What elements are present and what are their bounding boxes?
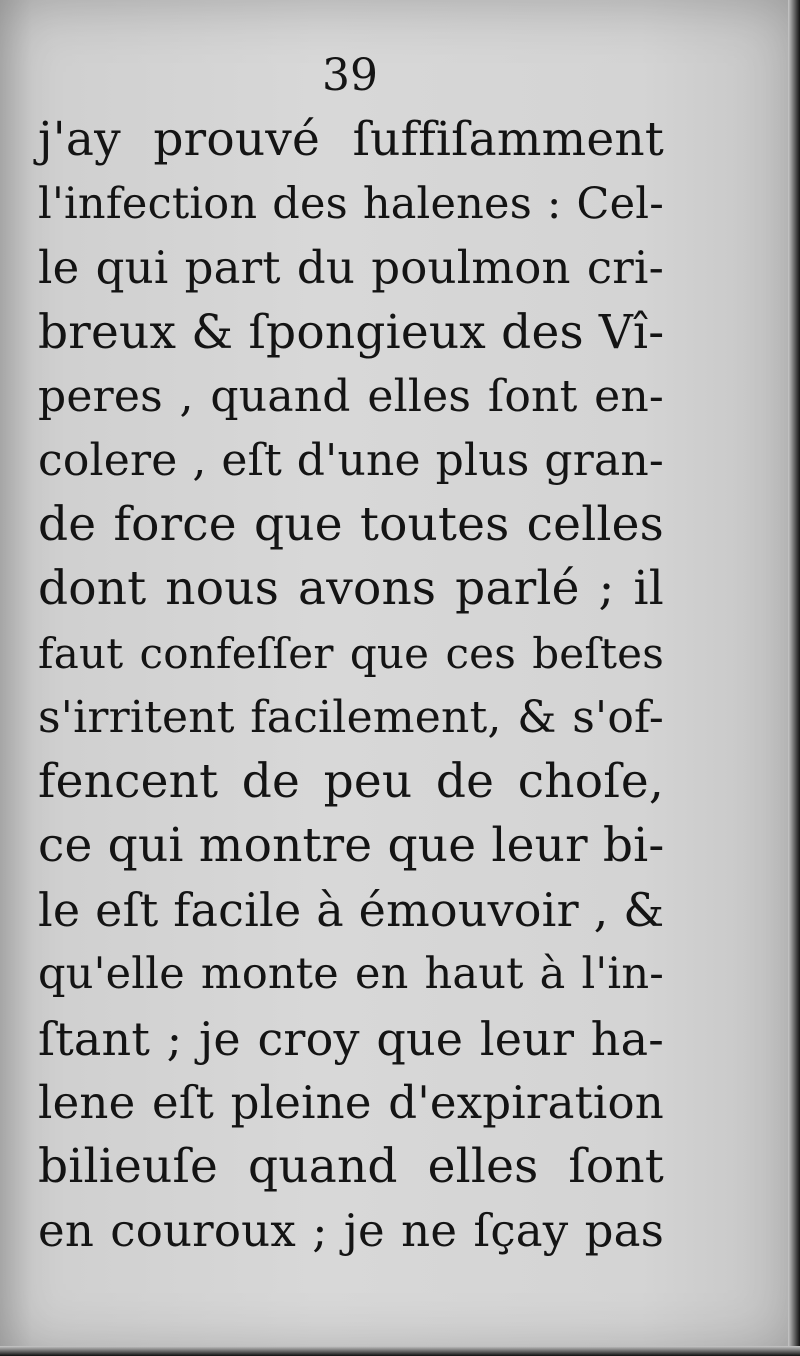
text-line: en couroux ; je ne ſçay pas	[38, 1204, 664, 1258]
text-line: dont nous avons parlé ; il	[38, 561, 664, 617]
text-line: le eſt facile à émouvoir , &	[38, 883, 665, 938]
text-line: le qui part du poulmon cri-	[38, 241, 664, 295]
text-line: de force que toutes celles	[38, 497, 664, 553]
text-line: s'irritent facilement, & s'of-	[38, 691, 664, 743]
text-line: l'infection des halenes : Cel-	[38, 179, 664, 230]
page-edge-bottom	[0, 1346, 800, 1356]
text-line: colere , eſt d'une plus gran-	[38, 434, 664, 486]
text-line: fencent de peu de choſe,	[38, 753, 664, 809]
text-line: qu'elle monte en haut à l'in-	[38, 949, 664, 1000]
text-line: ce qui montre que leur bi-	[38, 818, 665, 874]
page-number: 39	[322, 50, 378, 101]
text-line: peres , quand elles ſont en-	[38, 370, 664, 422]
text-line: faut confeſſer que ces beſtes	[38, 628, 664, 678]
text-line: bilieuſe quand elles ſont	[38, 1139, 664, 1194]
text-block	[38, 108, 664, 1263]
text-line: ſtant ; je croy que leur ha-	[38, 1011, 664, 1066]
page-edge-right	[788, 0, 800, 1356]
text-line: j'ay prouvé ſuffiſamment	[38, 112, 664, 167]
text-line: lene eſt pleine d'expiration	[38, 1075, 664, 1129]
text-line: breux & ſpongieux des Vî-	[38, 304, 665, 360]
